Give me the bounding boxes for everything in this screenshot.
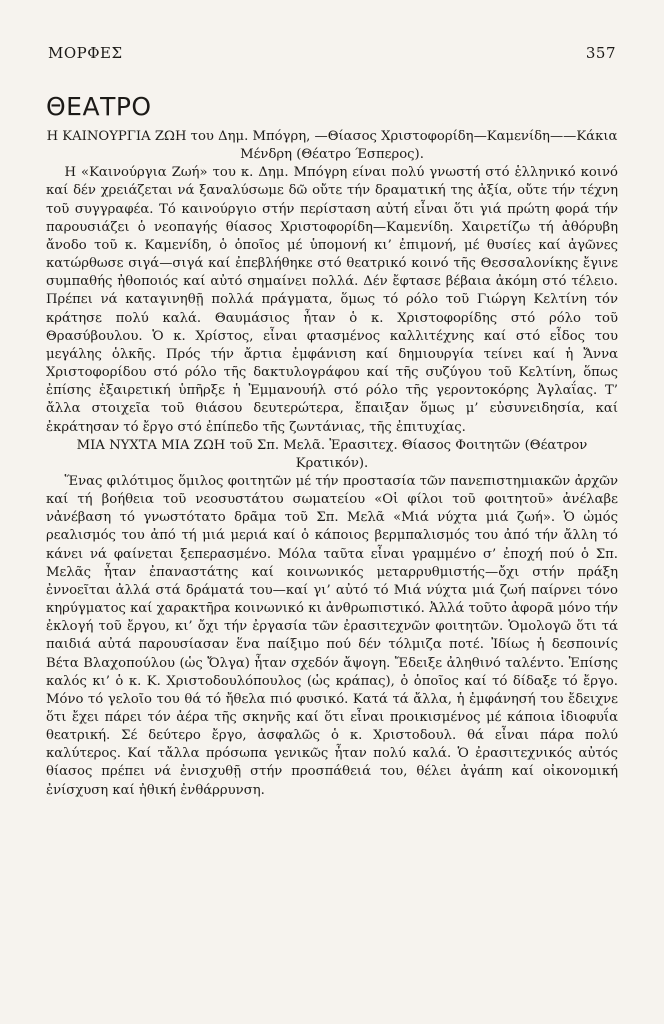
- review-heading-kainourgia-zoi: Η ΚΑΙΝΟΥΡΓΙΑ ΖΩΗ του Δημ. Μπόγρη, —Θίασος Χριστοφορίδη—Καμενίδη——Κάκια Μένδρη (Θέατρο Έσπερος).: [46, 129, 618, 163]
- article-body: [46, 128, 618, 800]
- running-header: [48, 44, 616, 66]
- review-paragraph-mia-nyxta: Ἕνας φιλότιμος ὅμιλος φοιτητῶν μέ τήν προστασία τῶν πανεπιστημιακῶν ἀρχῶν καί τή βοήθεια τοῦ νεοσυστάτου σωματείου «Οἱ φίλοι τοῦ φοιτητοῦ» ἀνέλαβε νἀνέβαση τό γνωστότατο δρᾶμα τοῦ Σπ. Μελᾶ «Μιά νύχτα μιά ζωή». Ὁ ὠμός ρεαλισμός του ἀπό τή μιά μεριά καί ὁ κάποιος βερμπαλισμός του ἀπό τήν ἄλλη τό κάνει νά φαίνεται ξεπερασμένο. Μόλα ταῦτα εἶναι γραμμένο σ’ ἐποχή πού ὁ Σπ. Μελᾶς ἦταν ἐπαναστάτης καί κοινωνικός μεταρρυθμιστής—ὄχι στήν πράξη ἐννοεῖται ἀλλά στά δράματά του—καί γι’ αὐτό τό Μιά νύχτα μιά ζωή παίρνει τόνο κηρύγματος καί χαρακτῆρα κοινωνικό κι ἀνθρωπιστικό. Ἀλλά τοῦτο ἀφορᾶ μόνο τήν ἐκλογή τοῦ ἔργου, κι’ ὄχι τήν ἐργασία τῶν ἐρασιτεχνῶν φοιτητῶν. Ὁμολογῶ ὅτι τά παιδιά αὐτά παρουσίασαν ἕνα παίξιμο πού δέν τόλμιζα ποτέ. Ἰδίως ἡ δεσποινίς Βέτα Βλαχοπούλου (ὡς Ὄλγα) ἦταν σχεδόν ἄψογη. Ἔδειξε ἀληθινό ταλέντο. Ἐπίσης καλός κι’ ὁ κ. Κ. Χριστοδουλόπουλος (ὡς κράπας), ὁ ὁποῖος καί τό δίδαξε τό ἔργο. Μόνο τό γελοῖο του θά τό ἤθελα πιό φυσικό. Κατά τά ἄλλα, ἡ ἐμφάνησή του ἔδειχνε ὅτι ἔχει πάρει τόν ἀέρα τῆς σκηνῆς καί ὅτι εἶναι προικισμένος μέ κάποια ἰδιοφυΐα θεατρική. Σέ δεύτερο ἔργο, ἀσφαλῶς ὁ κ. Χριστοδουλ. θά εἶναι πάρα πολύ καλύτερος. Καί τἄλλα πρόσωπα γενικῶς ἦταν πολύ καλά. Ὁ ἐρασιτεχνικός αὐτός θίασος πρέπει νά ἐνισχυθῇ στήν προσπάθειά του, θέλει ἀγάπη καί οἰκονομική ἐνίσχυση καί ἠθική ἐνθάρρυνση.: [46, 473, 618, 798]
- review-heading-mia-nyxta: ΜΙΑ ΝΥΧΤΑ ΜΙΑ ΖΩΗ τοῦ Σπ. Μελᾶ. Ἐρασιτεχ. Θίασος Φοιτητῶν (Θέατρον Κρατικόν).: [76, 437, 588, 471]
- review-paragraph-kainourgia-zoi: Η «Καινούργια Ζωή» του κ. Δημ. Μπόγρη είναι πολύ γνωστή στό ἑλληνικό κοινό καί δέν χρειάζεται νά ξαναλύσωμε δῶ οὔτε τήν δραματική της ἀξία, οὔτε τήν τέχνη τοῦ συγγραφέα. Τό καινούργιο στήν περίσταση αὐτή εἶναι ὅτι γιά πρώτη φορά τήν παρουσιάζει ὁ νεοπαγής θίασος Χριστοφορίδη—Καμενίδη. Χαιρετίζω τή ἀθόρυβη ἄνοδο τοῦ κ. Καμενίδη, ὁ ὁποῖος μέ ὑπομονή κι’ ἐπιμονή, μέ θυσίες καί ἀγῶνες κατώρθωσε σιγά—σιγά καί ἐπεβλήθηκε στό θεατρικό κοινό τῆς Θεσσαλονίκης ἔγινε συμπαθής ἠθοποιός καί αὐτό σημαίνει πολλά. Δέν ἔφτασε βέβαια ἀκόμη στό τέλειο. Πρέπει νά καταγινηθῇ πολλά πράγματα, ὅμως τό ρόλο τοῦ Γιώργη Κελτίνη τόν κράτησε πολύ καλά. Θαυμάσιος ἦταν ὁ κ. Χριστοφορίδης στό ρόλο τοῦ Θρασύβουλου. Ὁ κ. Χρίστος, εἶναι φτασμένος καλλιτέχνης καί στό εἶδος του μεγάλης ὁλκῆς. Πρός τήν ἄρτια ἐμφάνιση καί δημιουργία τείνει καί ἡ Ἄννα Χριστοφορίδου στό ρόλο τῆς δακτυλογράφου καί τῆς συζύγου τοῦ Κελτίνη, ὅπως ἐπίσης ἐξαιρετική ὑπῆρξε ἡ Ἐμμανουήλ στό ρόλο τῆς γεροντοκόρης Ἀγλαΐας. Τ’ ἄλλα στοιχεῖα τοῦ θιάσου δευτερώτερα, ἔπαιξαν ὅμως μ’ εὐσυνειδησία, καί ἐκράτησαν τό ἔργο στό ἐπίπεδο τῆς ζωντάνιας, τῆς ἐπιτυχίας.: [46, 165, 618, 435]
- journal-title: ΜΟΡΦΕΣ: [48, 44, 123, 62]
- page-number: 357: [585, 44, 616, 62]
- section-title: ΘΕΑΤΡΟ: [46, 92, 152, 121]
